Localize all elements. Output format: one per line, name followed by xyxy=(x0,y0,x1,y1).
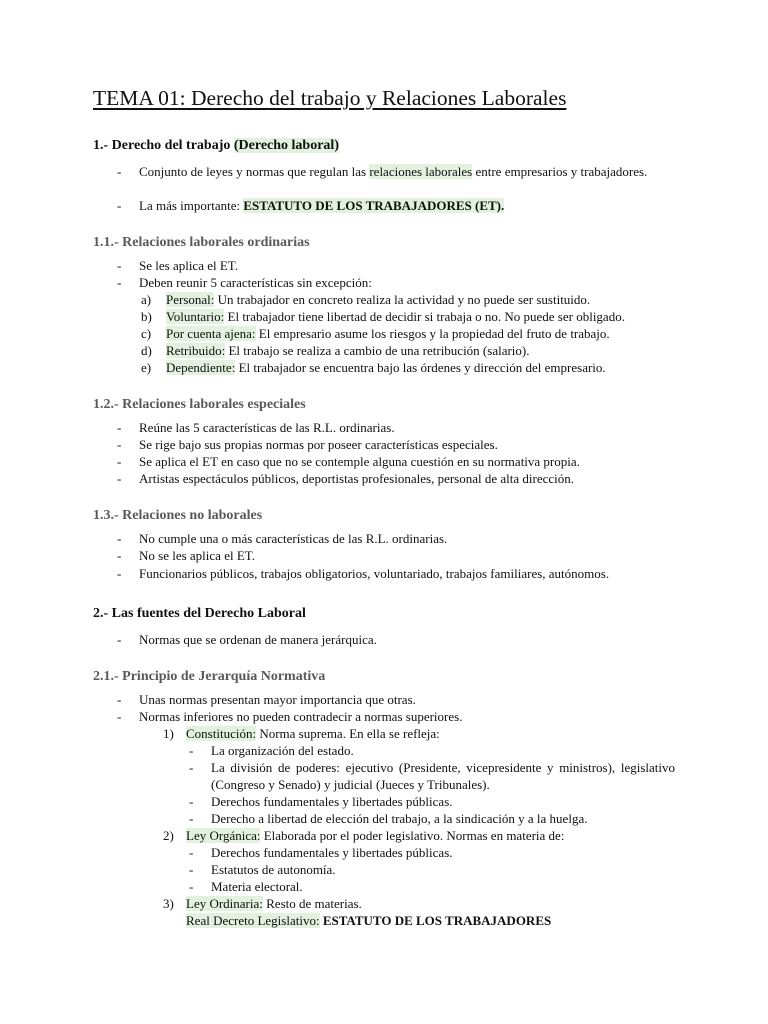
heading-1-3: 1.3.- Relaciones no laborales xyxy=(93,508,263,523)
list-item-text: Resto de materias. xyxy=(262,896,362,911)
list-item: Normas inferiores no pueden contradecir a normas superiores. xyxy=(139,709,463,724)
list-item-text: Conjunto de leyes y normas que regulan las xyxy=(139,164,370,179)
list-item: La organización del estado. xyxy=(211,743,354,758)
term-highlight: Real Decreto Legislativo: xyxy=(186,913,320,928)
list-item xyxy=(166,325,610,342)
list-item: Estatutos de autonomía. xyxy=(211,862,336,877)
heading-2: 2.- Las fuentes del Derecho Laboral xyxy=(93,606,306,621)
item-letter: c) xyxy=(141,326,152,341)
heading-1-highlight: (Derecho laboral) xyxy=(233,138,339,153)
heading-2-1: 2.1.- Principio de Jerarquía Normativa xyxy=(93,669,326,684)
list-item-text: El empresario asume los riesgos y la propiedad del fruto de trabajo. xyxy=(255,326,610,341)
bullet-marker: - xyxy=(117,437,122,452)
heading-1-text: 1.- Derecho del trabajo xyxy=(93,138,234,153)
list-item xyxy=(186,827,564,844)
list-item: Reúne las 5 características de las R.L. ordinarias. xyxy=(139,420,395,435)
bullet-marker: - xyxy=(189,811,194,826)
bullet-marker: - xyxy=(117,566,122,581)
list-item: Normas que se ordenan de manera jerárquica. xyxy=(139,632,377,647)
list-item-text: El trabajador se encuentra bajo las órdenes y dirección del empresario. xyxy=(235,360,606,375)
list-item-text: entre empresarios y trabajadores. xyxy=(472,164,648,179)
list-item-text: Elaborada por el poder legislativo. Normas en materia de: xyxy=(260,828,565,843)
list-item: Derechos fundamentales y libertades públicas. xyxy=(211,845,453,860)
item-letter: e) xyxy=(141,360,152,375)
heading-1-1: 1.1.- Relaciones laborales ordinarias xyxy=(93,235,310,250)
list-item: No se les aplica el ET. xyxy=(139,548,255,563)
bullet-marker: - xyxy=(117,198,122,213)
item-letter: a) xyxy=(141,292,152,307)
bullet-marker: - xyxy=(117,548,122,563)
list-item xyxy=(186,912,551,929)
list-item: Funcionarios públicos, trabajos obligatorios, voluntariado, trabajos familiares, autónomos. xyxy=(139,566,610,581)
term-highlight: Personal: xyxy=(166,292,215,307)
list-item xyxy=(186,895,362,912)
highlight-estatuto: ESTATUTO DE LOS TRABAJADORES (ET). xyxy=(243,198,505,213)
heading-1-2: 1.2.- Relaciones laborales especiales xyxy=(93,397,306,412)
bullet-marker: - xyxy=(117,164,122,179)
bullet-marker: - xyxy=(117,420,122,435)
list-item: Derechos fundamentales y libertades públicas. xyxy=(211,794,453,809)
term-highlight: Dependiente: xyxy=(166,360,236,375)
list-item-text: El trabajo se realiza a cambio de una retribución (salario). xyxy=(225,343,530,358)
bullet-marker: - xyxy=(117,454,122,469)
list-item: Se les aplica el ET. xyxy=(139,258,239,273)
term-highlight: Voluntario: xyxy=(166,309,225,324)
bullet-marker: - xyxy=(189,743,194,758)
bullet-marker: - xyxy=(117,692,122,707)
item-letter: d) xyxy=(141,343,152,358)
bullet-marker: - xyxy=(117,275,122,290)
document-title: TEMA 01: Derecho del trabajo y Relaciones Laborales xyxy=(93,86,567,110)
list-item xyxy=(139,163,675,180)
list-item: Deben reunir 5 características sin excepción: xyxy=(139,275,372,290)
list-item-text: Un trabajador en concreto realiza la actividad y no puede ser sustituido. xyxy=(214,292,591,307)
bullet-marker: - xyxy=(189,845,194,860)
item-number: 3) xyxy=(163,896,174,911)
item-number: 2) xyxy=(163,828,174,843)
bullet-marker: - xyxy=(189,862,194,877)
bullet-marker: - xyxy=(189,794,194,809)
bullet-marker: - xyxy=(189,879,194,894)
list-item: No cumple una o más características de las R.L. ordinarias. xyxy=(139,531,448,546)
term-highlight: Por cuenta ajena: xyxy=(166,326,256,341)
list-item xyxy=(186,725,440,742)
term-highlight: Ley Orgánica: xyxy=(186,828,261,843)
bullet-marker: - xyxy=(117,709,122,724)
list-item xyxy=(166,291,590,308)
list-item-text: El trabajador tiene libertad de decidir si trabaja o no. No puede ser obligado. xyxy=(224,309,625,324)
list-item: Se aplica el ET en caso que no se contemple alguna cuestión en su normativa propia. xyxy=(139,454,580,469)
term-highlight: Retribuido: xyxy=(166,343,226,358)
bullet-marker: - xyxy=(117,471,122,486)
item-letter: b) xyxy=(141,309,152,324)
list-item: Materia electoral. xyxy=(211,879,303,894)
item-number: 1) xyxy=(163,726,174,741)
list-item xyxy=(166,342,530,359)
list-item: Unas normas presentan mayor importancia que otras. xyxy=(139,692,416,707)
bullet-marker: - xyxy=(117,258,122,273)
heading-1 xyxy=(93,137,339,155)
list-item-text: La más importante: xyxy=(139,198,244,213)
highlight-relaciones-laborales: relaciones laborales xyxy=(369,164,473,179)
list-item xyxy=(166,359,606,376)
list-item xyxy=(166,308,625,325)
list-item-text: Norma suprema. En ella se refleja: xyxy=(256,726,440,741)
bullet-marker: - xyxy=(189,760,194,775)
term-highlight: Ley Ordinaria: xyxy=(186,896,263,911)
bullet-marker: - xyxy=(117,531,122,546)
list-item: Artistas espectáculos públicos, deportistas profesionales, personal de alta dirección. xyxy=(139,471,575,486)
estatuto-bold: ESTATUTO DE LOS TRABAJADORES xyxy=(322,913,552,928)
term-highlight: Constitución: xyxy=(186,726,257,741)
list-item: Se rige bajo sus propias normas por poseer características especiales. xyxy=(139,437,498,452)
list-item: Derecho a libertad de elección del trabajo, a la sindicación y a la huelga. xyxy=(211,811,588,826)
bullet-marker: - xyxy=(117,632,122,647)
list-item: La división de poderes: ejecutivo (Presidente, vicepresidente y ministros), legislativo (Congreso y Senado) y judicial (Jueces y Tribunales). xyxy=(211,760,675,792)
list-item xyxy=(139,197,504,214)
